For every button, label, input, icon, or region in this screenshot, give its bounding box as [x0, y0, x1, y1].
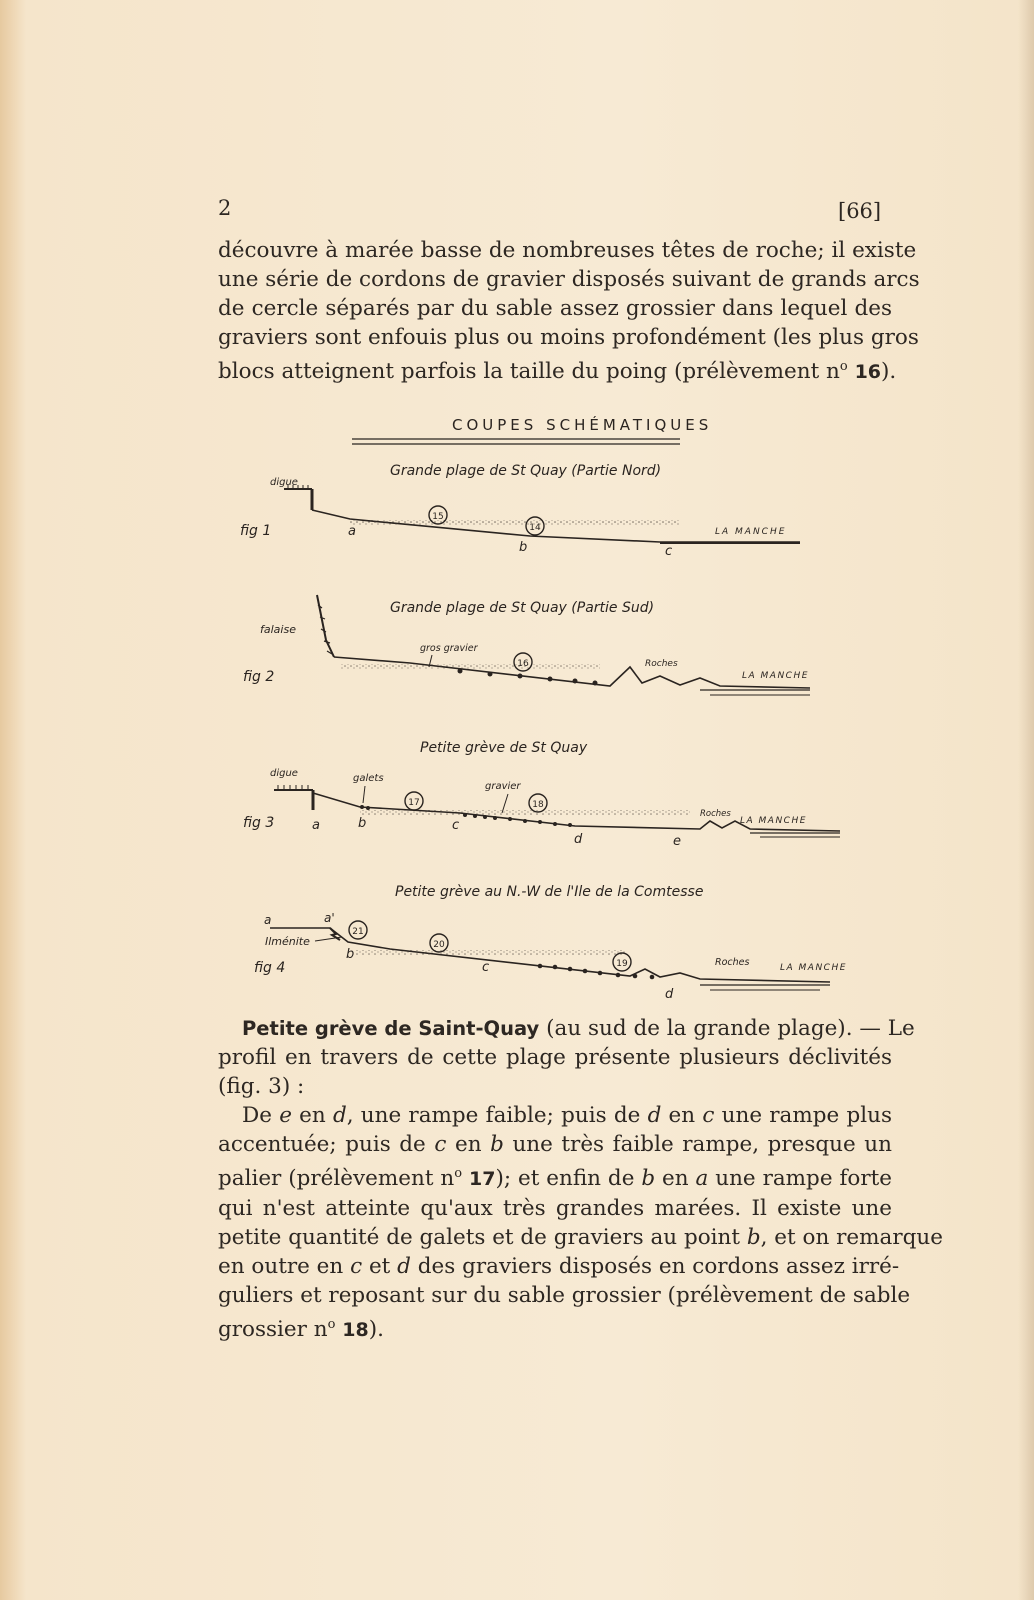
fig3-sea-label: LA MANCHE — [740, 816, 807, 826]
text-line: (fig. 3) : — [218, 1074, 305, 1099]
text-line: une série de cordons de gravier disposés suivant de grands arcs — [218, 267, 920, 292]
text-line-last — [218, 352, 897, 387]
text-line — [218, 1014, 915, 1043]
fig3-title: Petite grève de St Quay — [420, 740, 588, 756]
fig3-rocks-label: Roches — [700, 809, 731, 819]
fig3-point-e: e — [673, 834, 681, 849]
fig3-point-a: a — [312, 818, 320, 833]
fig2-sea-label: LA MANCHE — [742, 671, 809, 681]
fig2-sample-16-label: 16 — [517, 659, 529, 669]
fig4-point-a: a — [264, 913, 272, 927]
fig3-pebbles-label: galets — [353, 773, 384, 784]
fig1-point-c: c — [665, 544, 673, 559]
fig4-sand — [355, 950, 625, 955]
fig3-sand — [360, 810, 690, 815]
text-line: graviers sont enfouis plus ou moins profondément (les plus gros — [218, 325, 919, 350]
fig4-label: fig 4 — [254, 960, 286, 976]
fig3-sample-18-label: 18 — [532, 800, 544, 810]
fig4-sample-20-label: 20 — [433, 940, 445, 950]
fig4-point-d: d — [665, 987, 674, 1002]
fig1-point-b: b — [519, 540, 528, 555]
fig2-sand — [340, 664, 600, 669]
text-line: profil en travers de cette plage présente plusieurs déclivités — [218, 1045, 892, 1070]
fig4-title: Petite grève au N.-W de l'Ile de la Comtesse — [395, 884, 704, 900]
fig2-gravel-label: gros gravier — [420, 643, 478, 654]
fig1-label: fig 1 — [240, 523, 272, 539]
fig3-gravel-label: gravier — [485, 781, 521, 792]
text-fragment: blocs atteignent parfois la taille du poing (prélèvement n — [218, 359, 840, 385]
fig1-point-a: a — [348, 524, 356, 539]
text-line: grossier $n^o$ 18). — [218, 1317, 384, 1343]
paragraph-bottom — [218, 1014, 943, 1345]
fig3-dike — [274, 785, 313, 810]
fig3-label: fig 3 — [243, 815, 275, 831]
fig1-title: Grande plage de St Quay (Partie Nord) — [390, 463, 662, 479]
sample-number: 16 — [854, 361, 882, 384]
fig1-sand — [350, 520, 680, 525]
text-line: qui n'est atteinte qu'aux très grandes marées. Il existe une — [218, 1196, 892, 1222]
fig4-rocks-label: Roches — [715, 957, 750, 968]
text-line: guliers et reposant sur du sable grossier (prélèvement de sable — [218, 1283, 911, 1309]
fig1-sample-15-label: 15 — [432, 512, 444, 522]
text-line: découvre à marée basse de nombreuses têtes de roche; il existe — [218, 238, 917, 263]
fig4-point-b: b — [346, 947, 355, 962]
page-reference: [66] — [838, 199, 882, 223]
fig4-point-c: c — [482, 960, 490, 975]
text-fragment: (au sud de la grande plage). — Le — [539, 1016, 915, 1041]
fig3-left-label: digue — [270, 768, 298, 779]
page-edge-shadow — [1018, 0, 1034, 1600]
fig4-sample-21-label: 21 — [352, 927, 364, 937]
fig2-left-label: falaise — [260, 623, 296, 636]
text-line: petite quantité de galets et de graviers au point b, et on remarque — [218, 1225, 943, 1251]
text-fragment: ). — [881, 359, 897, 385]
text-line: accentuée; puis de c en b une très faible rampe, presque un — [218, 1132, 892, 1157]
fig1-left-label: digue — [270, 477, 298, 488]
schematic-diagram — [230, 405, 870, 1025]
fig2-title: Grande plage de St Quay (Partie Sud) — [390, 600, 655, 616]
fig4-sea-label: LA MANCHE — [780, 963, 847, 973]
fig3-point-c: c — [452, 818, 460, 833]
fig4-point-a-prime: a' — [324, 911, 335, 925]
paragraph-top — [218, 236, 920, 387]
fig2-cliff — [317, 595, 334, 657]
fig2-label: fig 2 — [243, 669, 275, 685]
fig1-sea-label: LA MANCHE — [715, 527, 787, 537]
diagram-title: COUPES SCHÉMATIQUES — [452, 416, 713, 434]
fig1-sample-14-label: 14 — [529, 523, 541, 533]
fig1-dike — [284, 485, 312, 510]
fig3-pebbles-pointer — [363, 786, 365, 803]
fig4-sample-19-label: 19 — [616, 959, 628, 969]
section-heading: Petite grève de Saint-Quay — [242, 1017, 540, 1040]
text-line: en outre en c et d des graviers disposés en cordons assez irré- — [218, 1254, 900, 1280]
fig4-ilmenite-label: Ilménite — [265, 935, 310, 948]
diagram-svg — [230, 405, 870, 1025]
text-line: De e en d, une rampe faible; puis de d en c une rampe plus — [242, 1103, 892, 1128]
superscript: o — [839, 359, 848, 374]
fig3-point-d: d — [574, 832, 583, 847]
text-line: de cercle séparés par du sable assez grossier dans lequel des — [218, 296, 892, 321]
page-number: 2 — [218, 196, 232, 220]
fig2-profile — [334, 657, 810, 688]
fig3-sample-17-label: 17 — [408, 798, 420, 808]
fig2-rocks-label: Roches — [645, 659, 678, 669]
fig3-point-b: b — [358, 816, 367, 831]
text-line: palier (prélèvement $n^o$ 17); et enfin de b en a une rampe forte — [218, 1166, 892, 1192]
fig1-profile — [312, 510, 800, 542]
